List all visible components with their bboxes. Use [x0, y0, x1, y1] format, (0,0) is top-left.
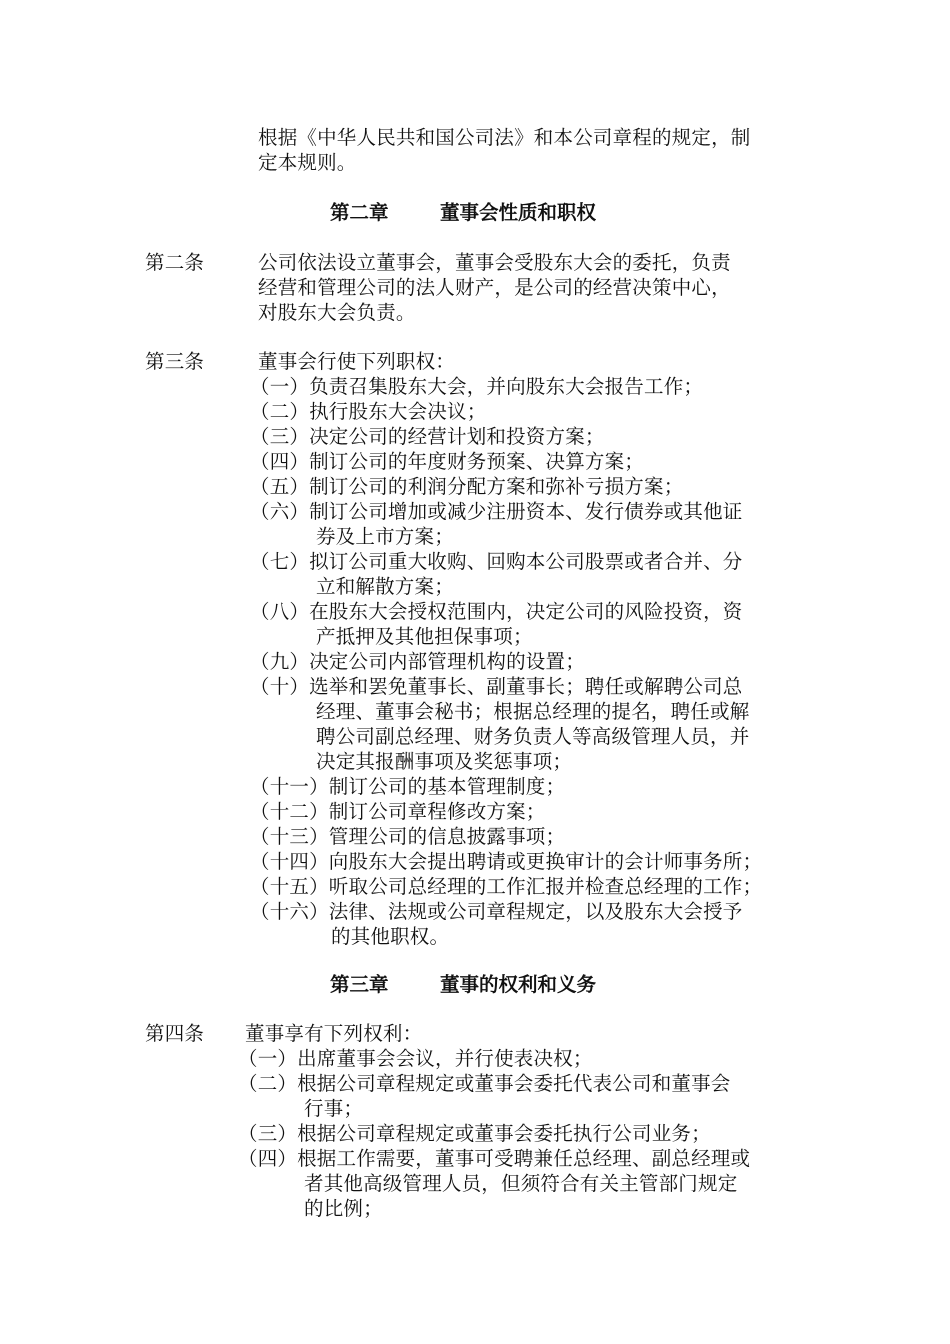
article-3-item: （六）制订公司增加或减少注册资本、发行债券或其他证: [250, 500, 743, 523]
article-2-line-3: 对股东大会负责。: [258, 301, 416, 324]
intro-line-1: 根据《中华人民共和国公司法》和本公司章程的规定，制: [258, 126, 751, 149]
article-3-item: （四）制订公司的年度财务预案、决算方案；: [250, 450, 645, 473]
chapter-3-number: 第三章: [330, 973, 389, 996]
article-4-item-continuation: 者其他高级管理人员，但须符合有关主管部门规定: [304, 1172, 738, 1195]
article-3-item: （八）在股东大会授权范围内，决定公司的风险投资，资: [250, 600, 743, 623]
article-3-item: （五）制订公司的利润分配方案和弥补亏损方案；: [250, 475, 684, 498]
intro-line-2: 定本规则。: [258, 151, 357, 174]
article-3-lead: 董事会行使下列职权：: [258, 350, 456, 373]
article-4-item: （二）根据公司章程规定或董事会委托代表公司和董事会: [238, 1072, 731, 1095]
article-3-item: （十）选举和罢免董事长、副董事长；聘任或解聘公司总: [250, 675, 743, 698]
article-3-item: （十三）管理公司的信息披露事项；: [250, 825, 566, 848]
article-3-item: （七）拟订公司重大收购、回购本公司股票或者合并、分: [250, 550, 743, 573]
article-4-item: （三）根据公司章程规定或董事会委托执行公司业务；: [238, 1122, 711, 1145]
article-3-item-continuation: 决定其报酬事项及奖惩事项；: [316, 750, 573, 773]
article-2-line-2: 经营和管理公司的法人财产，是公司的经营决策中心，: [258, 276, 731, 299]
chapter-2-number: 第二章: [330, 201, 389, 224]
chapter-3-title: 董事的权利和义务: [440, 973, 597, 996]
chapter-3-heading: [330, 971, 596, 999]
chapter-2-title: 董事会性质和职权: [440, 201, 597, 224]
article-3-item-continuation: 产抵押及其他担保事项；: [316, 625, 533, 648]
article-4-item: （一）出席董事会会议，并行使表决权；: [238, 1047, 593, 1070]
article-4-label: 第四条: [145, 1022, 205, 1045]
article-4-item: （四）根据工作需要，董事可受聘兼任总经理、副总经理或: [238, 1147, 751, 1170]
article-3-item-continuation: 立和解散方案；: [316, 575, 454, 598]
article-3-item-continuation: 聘公司副总经理、财务负责人等高级管理人员，并: [316, 725, 750, 748]
article-2-line-1: 公司依法设立董事会，董事会受股东大会的委托，负责: [258, 251, 731, 274]
article-3-item: （十四）向股东大会提出聘请或更换审计的会计师事务所；: [250, 850, 763, 873]
article-4-lead: 董事享有下列权利：: [245, 1022, 423, 1045]
article-2-label: 第二条: [145, 251, 205, 274]
chapter-2-heading: [330, 199, 596, 227]
article-3-item-continuation: 券及上市方案；: [316, 525, 454, 548]
article-3-item-continuation: 经理、董事会秘书；根据总经理的提名，聘任或解: [316, 700, 750, 723]
article-3-item-continuation: 的其他职权。: [331, 925, 450, 948]
article-3-item: （一）负责召集股东大会，并向股东大会报告工作；: [250, 375, 704, 398]
article-3-item: （二）执行股东大会决议；: [250, 400, 487, 423]
article-4-item-continuation: 行事；: [304, 1097, 364, 1120]
article-3-item: （十五）听取公司总经理的工作汇报并检查总经理的工作；: [250, 875, 763, 898]
article-3-item: （十二）制订公司章程修改方案；: [250, 800, 546, 823]
article-3-item: （九）决定公司内部管理机构的设置；: [250, 650, 585, 673]
article-3-label: 第三条: [145, 350, 205, 373]
article-3-item: （十一）制订公司的基本管理制度；: [250, 775, 566, 798]
article-4-item-continuation: 的比例；: [304, 1197, 383, 1220]
article-3-item: （十六）法律、法规或公司章程规定，以及股东大会授予: [250, 900, 743, 923]
article-3-item: （三）决定公司的经营计划和投资方案；: [250, 425, 605, 448]
